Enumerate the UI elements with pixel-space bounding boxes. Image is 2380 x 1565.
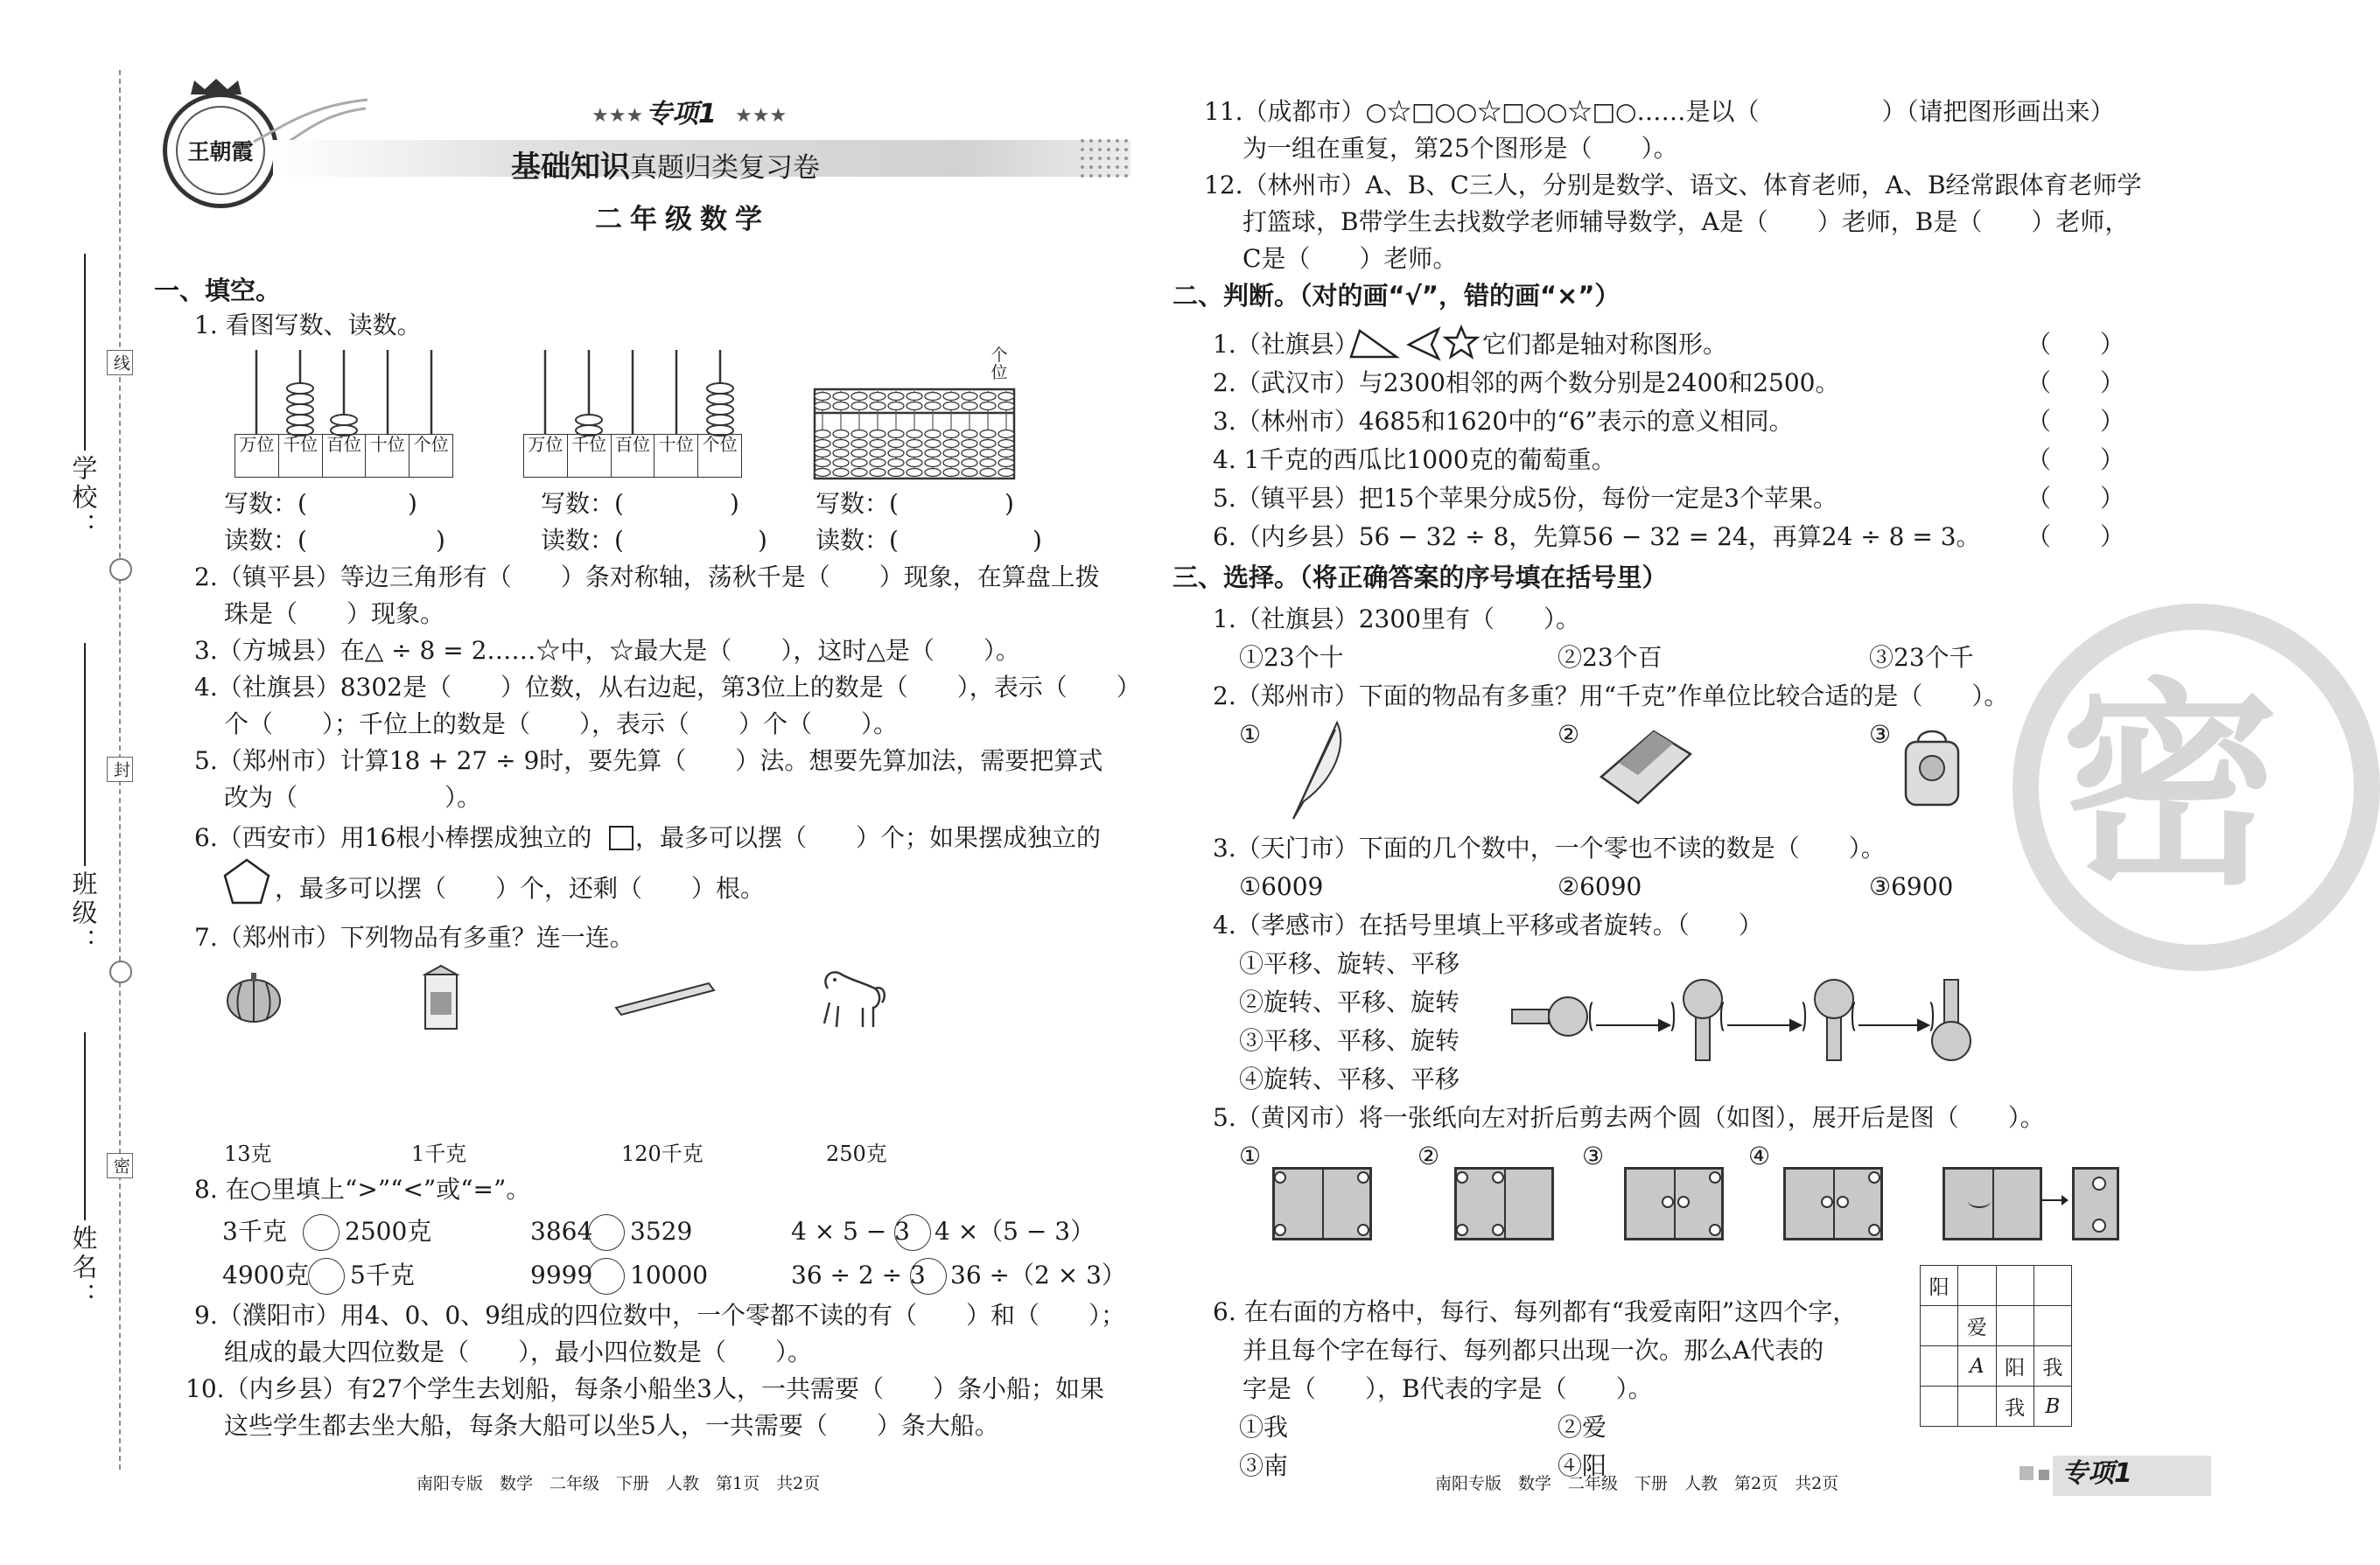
pumpkin-icon [224,969,284,1025]
binding-tag-xian: 线 [107,350,133,375]
question-6-line-2: ，最多可以摆（ ）个，还剩（ ）根。 [275,874,766,903]
choice-6-line-3: 字是（ ），B代表的字是（ ）。 [1242,1374,1653,1403]
compare-circle[interactable] [910,1258,947,1295]
write-close-3: ) [1004,489,1014,518]
paper-figure-1 [1272,1167,1372,1240]
question-10-line-1: 10.（内乡县）有27个学生去划船，每条小船坐3人，一共需要（ ）条小船；如果 [186,1374,1104,1403]
binding-tag-mi: 密 [107,1153,133,1178]
suanpan-bead [980,459,996,467]
logo-text: 王朝霞 [176,106,265,195]
suanpan-bead [998,393,1014,401]
grid-cell [1921,1306,1958,1346]
suanpan-bead [962,402,977,410]
grid-cell: A [1958,1346,1996,1387]
suanpan-bead [943,450,959,458]
suanpan-bead [906,450,922,458]
suanpan-bead [906,430,922,438]
suanpan-bead [925,459,941,467]
place-label: 个位 [413,434,449,455]
suanpan-bead [851,469,867,477]
key-sequence-figure [1508,976,1981,1064]
suanpan-bead [833,440,849,448]
compare-left: 3864 [530,1217,593,1246]
suanpan-bead [980,402,996,410]
suanpan-bead [980,469,996,477]
choice-5: 5.（黄冈市）将一张纸向左对折后剪去两个圆（如图），展开后是图（ ）。 [1213,1103,2045,1132]
choice-option: ④ [1748,1142,1771,1170]
choice-option: ②23个百 [1558,643,1662,672]
suanpan-bead [815,469,830,477]
judge-1-tail: 它们都是轴对称图形。 [1482,330,1728,359]
choice-6-line-1: 6. 在右面的方格中，每行、每列都有“我爱南阳”这四个字， [1213,1297,1858,1326]
suanpan-bead [833,450,849,458]
compare-left: 4 × 5 − 3 [791,1217,910,1246]
suanpan-bead [888,402,904,410]
choice-option: ①我 [1239,1413,1289,1442]
question-12-line-1: 12.（林州市）A、B、C三人，分别是数学、语文、体育老师，A、B经常跟体育老师学 [1204,171,2142,199]
counter-abacus-1 [234,346,453,479]
write-label-1: 写数：( [224,489,307,518]
question-7: 7.（郑州市）下列物品有多重？连一连。 [194,923,634,952]
suanpan-bead [962,459,977,467]
read-label-2: 读数：( [541,526,624,555]
question-6-part-a: 6.（西安市）用16根小棒摆成独立的 [194,823,592,852]
shapes-icon [1348,325,1479,360]
suanpan-bead [870,459,886,467]
stars-left-icon: ★★★ [592,105,644,127]
read-close-1: ) [436,526,445,555]
question-12-line-2: 打篮球，B带学生去找数学老师辅导数学，A是（ ）老师，B是（ ）老师， [1242,207,2130,236]
grid-cell [2034,1306,2071,1346]
feather-icon [1286,717,1348,822]
question-2-line-2: 珠是（ ）现象。 [224,599,445,628]
suanpan-bead [815,440,830,448]
place-label: 万位 [235,435,279,477]
read-label-3: 读数：( [816,526,899,555]
suanpan-bead [870,450,886,458]
suanpan-bead [943,469,959,477]
suanpan-bead [815,430,830,438]
grid-cell [1996,1266,2034,1306]
judge-5: 5.（镇平县）把15个苹果分成5份，每份一定是3个苹果。 [1213,484,1838,513]
choice-option: ③平移、平移、旋转 [1239,1026,1460,1055]
paper-figure-4 [1783,1167,1883,1240]
suanpan-bead [998,440,1014,448]
suanpan-bead [851,450,867,458]
word-grid [1920,1265,2072,1420]
corner-decoration [2039,1470,2049,1480]
grid-cell [1921,1346,1958,1387]
weight-option: 13克 [224,1142,272,1166]
write-label-3: 写数：( [816,489,899,518]
write-label-2: 写数：( [541,489,624,518]
choice-option: ③南 [1239,1451,1289,1480]
folded-half-figure [2072,1167,2119,1240]
suanpan-bead [906,393,922,401]
question-11-line-2: 为一组在重复，第25个图形是（ ）。 [1242,134,1678,163]
suanpan-bead [925,430,941,438]
suanpan-bead [943,430,959,438]
crown-icon [187,77,245,96]
question-3: 3.（方城县）在△ ÷ 8 = 2……☆中，☆最大是（ ），这时△是（ ）。 [194,636,1020,665]
suanpan-bead [925,469,941,477]
compare-circle[interactable] [588,1258,625,1295]
question-9-line-2: 组成的最大四位数是（ ），最小四位数是（ ）。 [224,1338,813,1366]
question-1: 1. 看图写数、读数。 [194,311,422,339]
suanpan-bead [888,450,904,458]
question-5-line-1: 5.（郑州市）计算18 + 27 ÷ 9时，要先算（ ）法。想要先算加法，需要把算式 [194,746,1103,775]
suanpan-bead [943,440,959,448]
grid-cell [2034,1266,2071,1306]
choice-3: 3.（天门市）下面的几个数中，一个零也不读的数是（ ）。 [1213,834,1886,863]
judge-6: 6.（内乡县）56 − 32 ÷ 8，先算56 − 32 = 24，再算24 ÷ 8 = 3。 [1213,522,1981,551]
compare-circle[interactable] [588,1214,625,1251]
suanpan-bead [870,393,886,401]
compare-circle[interactable] [303,1214,340,1251]
binding-tag-feng: 封 [107,757,133,782]
suanpan-bead [925,440,941,448]
place-label: 个位 [702,434,738,455]
choice-6-line-2: 并且每个字在每行、每列都只出现一次。那么A代表的 [1242,1336,1824,1365]
compare-right: 10000 [630,1261,709,1289]
paper-figure-3 [1624,1167,1724,1240]
suanpan-bead [870,469,886,477]
left-footer: 南阳专版 数学 二年级 下册 人教 第1页 共2页 [416,1474,821,1493]
counter-abacus-2 [523,346,742,479]
compare-left: 36 ÷ 2 ÷ 3 [791,1261,926,1289]
suanpan-bead [925,402,941,410]
school-label: 学校： [68,455,99,541]
choice-option: ④阳 [1558,1451,1607,1480]
suanpan-bead [888,440,904,448]
write-close-1: ) [408,489,417,518]
read-close-2: ) [758,526,767,555]
suanpan-bead [925,450,941,458]
choice-option: ③6900 [1869,872,1954,901]
choice-option: ① [1239,720,1262,749]
suanpan-bead [815,402,830,410]
suanpan-bead [851,440,867,448]
stars-right-icon: ★★★ [735,105,788,127]
judge-3: 3.（林州市）4685和1620中的“6”表示的意义相同。 [1213,407,1794,436]
binding-hole [109,558,132,581]
suanpan-bead [833,459,849,467]
suanpan-bead [906,402,922,410]
choice-option: ④旋转、平移、平移 [1239,1065,1460,1093]
choice-option: ② [1418,1142,1440,1170]
suanpan-bead [943,402,959,410]
suanpan-bead [925,393,941,401]
horse-icon [812,962,891,1032]
suanpan-bead [815,450,830,458]
compare-circle[interactable] [308,1258,345,1295]
answer-blank[interactable]: （ ） [2026,368,2125,397]
question-8: 8. 在○里填上“>”“<”或“=”。 [194,1175,531,1204]
suanpan-bead [998,450,1014,458]
grid-cell [1958,1387,1996,1427]
suanpan-bead [815,393,830,401]
watermark-char: 密 [2061,660,2279,914]
choice-option: ③ [1869,720,1892,749]
write-close-2: ) [730,489,739,518]
grid-cell [1921,1387,1958,1427]
compare-right: 36 ÷（2 × 3） [950,1261,1126,1289]
suanpan-bead [980,393,996,401]
suanpan-bead [980,440,996,448]
choice-option: ③ [1582,1142,1605,1170]
question-4-line-1: 4.（社旗县）8302是（ ）位数，从右边起，第3位上的数是（ ），表示（ ） [194,673,1141,702]
question-4-line-2: 个（ ）；千位上的数是（ ），表示（ ）个（ ）。 [224,709,899,738]
judge-2: 2.（武汉市）与2300相邻的两个数分别是2400和2500。 [1213,368,1840,397]
choice-option: ① [1239,1142,1262,1170]
weight-option: 1千克 [411,1142,467,1166]
secret-watermark [2012,604,2380,971]
grid-cell: B [2034,1387,2071,1427]
choice-option: ②旋转、平移、旋转 [1239,988,1460,1017]
suanpan-bead [870,402,886,410]
suanpan-place-label: 个位 [990,346,1008,382]
compare-left: 3千克 [222,1217,287,1246]
title-rest: 真题归类复习卷 [630,152,820,184]
choice-option: ①6009 [1239,872,1324,901]
choice-option: ①平移、旋转、平移 [1239,949,1460,978]
school-field[interactable] [84,254,86,451]
suanpan-bead [943,459,959,467]
suanpan-bead [998,430,1014,438]
eraser-icon [1592,724,1698,808]
compare-right: 2500克 [345,1217,432,1246]
suanpan-bead [962,440,977,448]
suanpan-bead [906,440,922,448]
place-label: 百位 [323,435,367,477]
suanpan-bead [962,430,977,438]
suanpan-bead [962,393,977,401]
read-close-3: ) [1032,526,1042,555]
binding-hole [109,961,132,983]
corner-decoration [2020,1466,2034,1480]
suanpan [814,388,1015,479]
corner-label: 专项1 [2062,1458,2132,1489]
series-label: 专项1 [646,99,717,129]
place-label: 千位 [279,435,323,477]
suanpan-bead [888,469,904,477]
grid-cell: 阳 [1921,1266,1958,1306]
suanpan-bead [851,430,867,438]
choice-option: ② [1558,720,1580,749]
choice-option: ②爱 [1558,1413,1607,1442]
grid-cell [1958,1266,1996,1306]
place-label: 十位 [366,435,410,477]
choice-option: ③23个千 [1869,643,1974,672]
judge-4: 4. 1千克的西瓜比1000克的葡萄重。 [1213,445,1616,474]
read-label-1: 读数：( [224,526,307,555]
compare-right: 5千克 [350,1261,415,1289]
weight-option: 120千克 [621,1142,704,1166]
compare-left: 4900克 [222,1261,310,1289]
suanpan-bead [833,402,849,410]
suanpan-bead [833,393,849,401]
suanpan-bead [851,402,867,410]
suanpan-bead [888,430,904,438]
choice-4: 4.（孝感市）在括号里填上平移或者旋转。（ ） [1213,911,1763,940]
suanpan-bead [998,459,1014,467]
compare-right: 3529 [630,1217,693,1246]
title-banner-dots [1078,136,1130,180]
place-label: 十位 [654,435,698,477]
place-label: 万位 [524,435,568,477]
grid-cell: 爱 [1958,1306,1996,1346]
pentagon-icon [222,857,271,906]
square-icon [609,826,634,850]
place-label: 千位 [568,435,612,477]
backpack-icon [1897,724,1967,808]
judge-1: 1.（社旗县） [1213,330,1359,359]
suanpan-bead [962,450,977,458]
question-5-line-2: 改为（ ）。 [224,783,482,812]
class-field[interactable] [84,643,86,866]
grid-cell [1996,1306,2034,1346]
suanpan-bead [833,430,849,438]
suanpan-bead [888,393,904,401]
suanpan-bead [851,393,867,401]
choice-2: 2.（郑州市）下面的物品有多重？用“千克”作单位比较合适的是（ ）。 [1213,681,2009,710]
name-field[interactable] [84,1032,86,1220]
section-multiple-choice: 三、选择。（将正确答案的序号填在括号里） [1172,562,1668,592]
grid-cell: 我 [2034,1346,2071,1387]
suanpan-bead [962,469,977,477]
page-subtitle: 二年级数学 [595,204,770,235]
grid-cell: 我 [1996,1387,2034,1427]
compare-right: 4 ×（5 − 3） [934,1217,1096,1246]
arrow-right-icon [2040,1193,2070,1207]
answer-blank[interactable]: （ ） [2026,522,2125,551]
grid-cell: 阳 [1996,1346,2034,1387]
suanpan-bead [833,469,849,477]
compare-left: 9999 [530,1261,593,1289]
milk-carton-icon [420,964,462,1032]
paper-figure-2 [1454,1167,1554,1240]
answer-blank[interactable]: （ ） [2026,407,2125,436]
suanpan-bead [870,440,886,448]
ruler-icon [612,980,718,1015]
compare-circle[interactable] [894,1214,931,1251]
choice-option: ②6090 [1558,872,1642,901]
suanpan-bead [906,469,922,477]
question-11-line-1: 11.（成都市）○☆□○○☆□○○☆□○……是以（ ）（请把图形画出来） [1204,97,2115,126]
weight-option: 250克 [826,1142,887,1166]
suanpan-bead [998,469,1014,477]
right-footer: 南阳专版 数学 二年级 下册 人教 第2页 共2页 [1435,1474,1839,1493]
section-fill-blank: 一、填空。 [154,276,282,305]
question-10-line-2: 这些学生都去坐大船，每条大船可以坐5人，一共需要（ ）条大船。 [224,1411,999,1440]
answer-blank[interactable]: （ ） [2026,484,2125,513]
folded-paper-figure [1942,1167,2042,1240]
class-label: 班级： [68,870,99,957]
suanpan-bead [980,430,996,438]
title-bold: 基础知识 [511,150,630,185]
suanpan-bead [943,393,959,401]
suanpan-bead [815,459,830,467]
question-12-line-3: C是（ ）老师。 [1242,244,1458,273]
name-label: 姓名： [68,1225,99,1311]
suanpan-bead [851,459,867,467]
suanpan-bead [906,459,922,467]
answer-blank[interactable]: （ ） [2026,445,2125,474]
question-2-line-1: 2.（镇平县）等边三角形有（ ）条对称轴，荡秋千是（ ）现象，在算盘上拨 [194,562,1100,591]
place-label: 百位 [612,435,655,477]
section-true-false: 二、判断。（对的画“√”，错的画“×”） [1172,281,1620,311]
choice-option: ①23个十 [1239,643,1344,672]
suanpan-bead [870,430,886,438]
choice-1: 1.（社旗县）2300里有（ ）。 [1213,604,1580,633]
page-title [511,143,820,185]
question-9-line-1: 9.（濮阳市）用4、0、0、9组成的四位数中，一个零都不读的有（ ）和（ ）； [194,1301,1125,1330]
suanpan-bead [888,459,904,467]
suanpan-bead [980,450,996,458]
suanpan-bead [998,402,1014,410]
question-6-part-b: ，最多可以摆（ ）个；如果摆成独立的 [635,823,1102,852]
answer-blank[interactable]: （ ） [2026,330,2125,359]
